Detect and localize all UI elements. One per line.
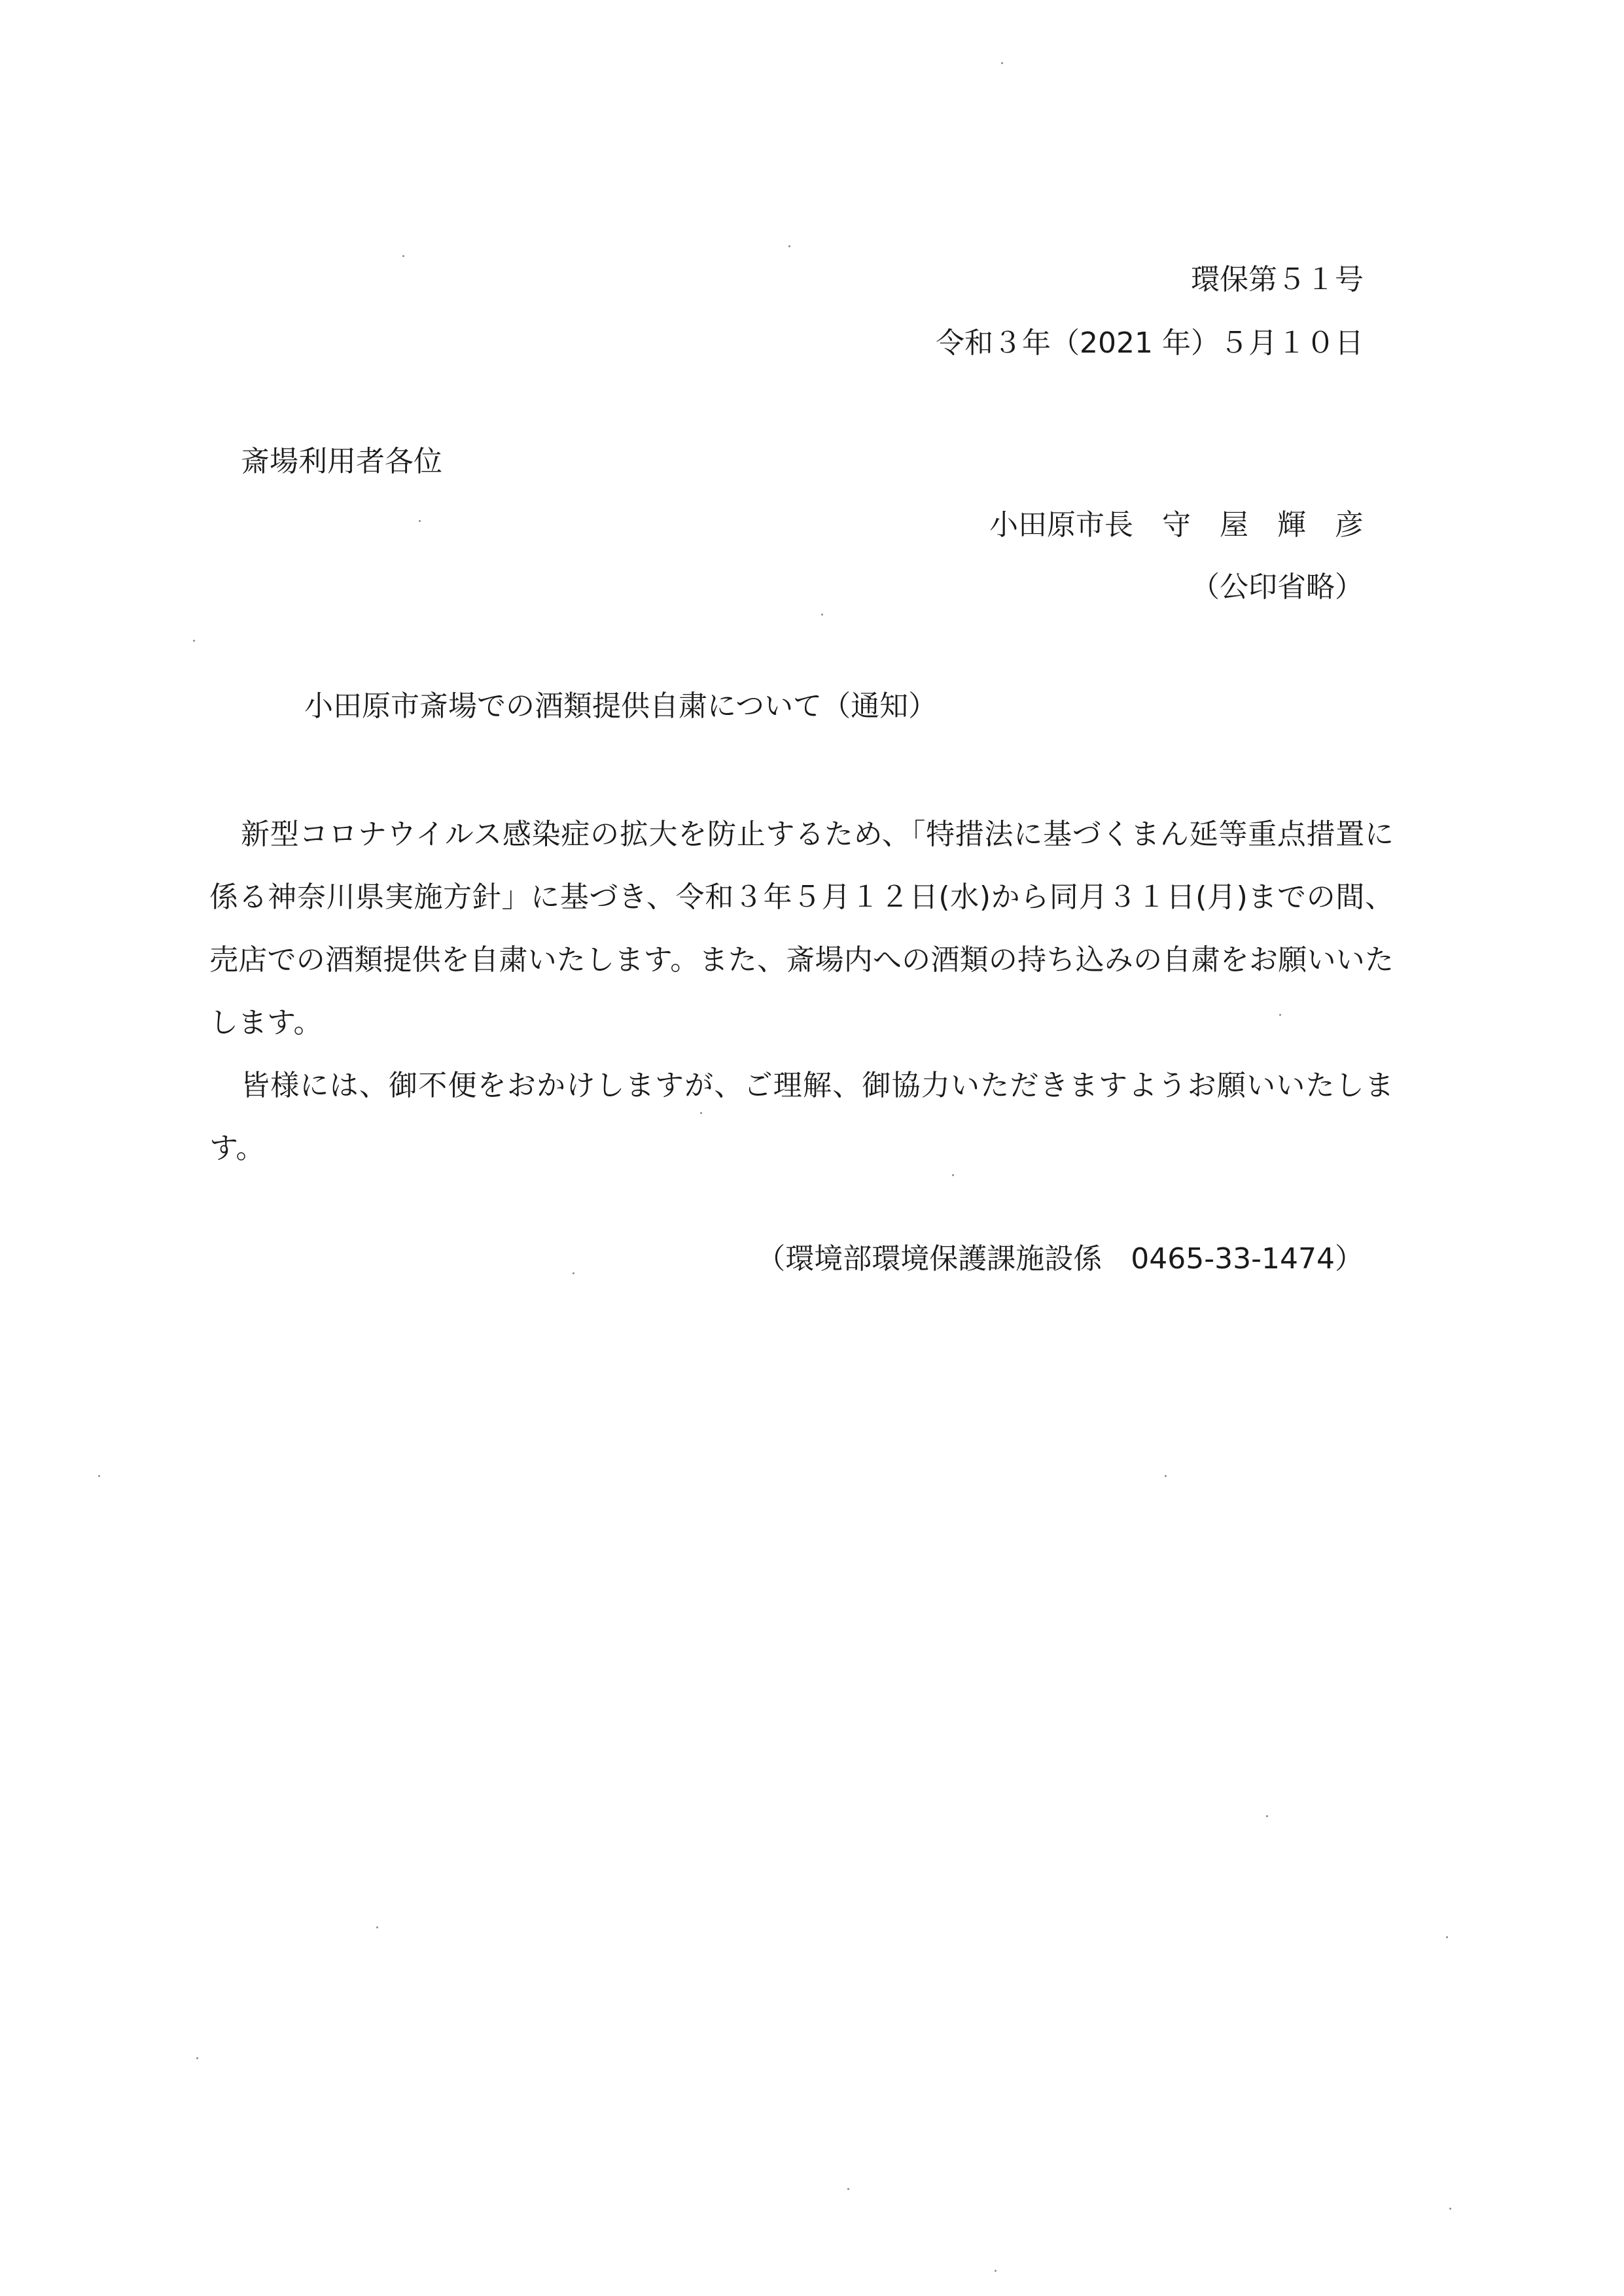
- scan-speck: [821, 614, 823, 616]
- scan-speck: [1266, 1815, 1268, 1817]
- scan-speck: [700, 1112, 702, 1114]
- scan-speck: [1001, 62, 1003, 64]
- scan-speck: [193, 640, 195, 642]
- document-date: 令和３年（2021 年）５月１０日: [936, 326, 1364, 360]
- scan-speck: [1279, 1014, 1281, 1016]
- scan-speck: [1165, 1475, 1167, 1477]
- contact-info: （環境部環境保護課施設係 0465-33-1474）: [756, 1242, 1364, 1276]
- scan-speck: [995, 2270, 997, 2272]
- scan-speck: [1449, 2208, 1451, 2210]
- seal-note: （公印省略）: [1191, 570, 1364, 604]
- scan-speck: [419, 520, 421, 522]
- document-subject: 小田原市斎場での酒類提供自粛について（通知）: [304, 689, 938, 723]
- document-number: 環保第５１号: [1191, 263, 1364, 296]
- scan-speck: [196, 2057, 198, 2059]
- scan-speck: [847, 2188, 849, 2190]
- sender-name: 小田原市長 守 屋 輝 彦: [989, 508, 1364, 542]
- scan-speck: [573, 1272, 574, 1274]
- scan-speck: [402, 255, 404, 257]
- scan-speck: [1446, 1936, 1448, 1938]
- document-body: [209, 803, 1394, 1180]
- body-paragraph-1: 新型コロナウイルス感染症の拡大を防止するため、「特措法に基づくまん延等重点措置に係る神奈川県実施方針」に基づき、令和３年５月１２日(水)から同月３１日(月)までの間、売店での酒類提供を自粛いたします。また、斎場内への酒類の持ち込みの自粛をお願いいたします。: [209, 818, 1394, 1039]
- scan-speck: [952, 1174, 954, 1176]
- body-paragraph-2: 皆様には、御不便をおかけしますが、ご理解、御協力いただきますようお願いいたします。: [209, 1069, 1394, 1165]
- scan-speck: [788, 245, 790, 247]
- scan-speck: [376, 1926, 378, 1928]
- scan-speck: [98, 1475, 100, 1477]
- recipient: 斎場利用者各位: [241, 445, 442, 478]
